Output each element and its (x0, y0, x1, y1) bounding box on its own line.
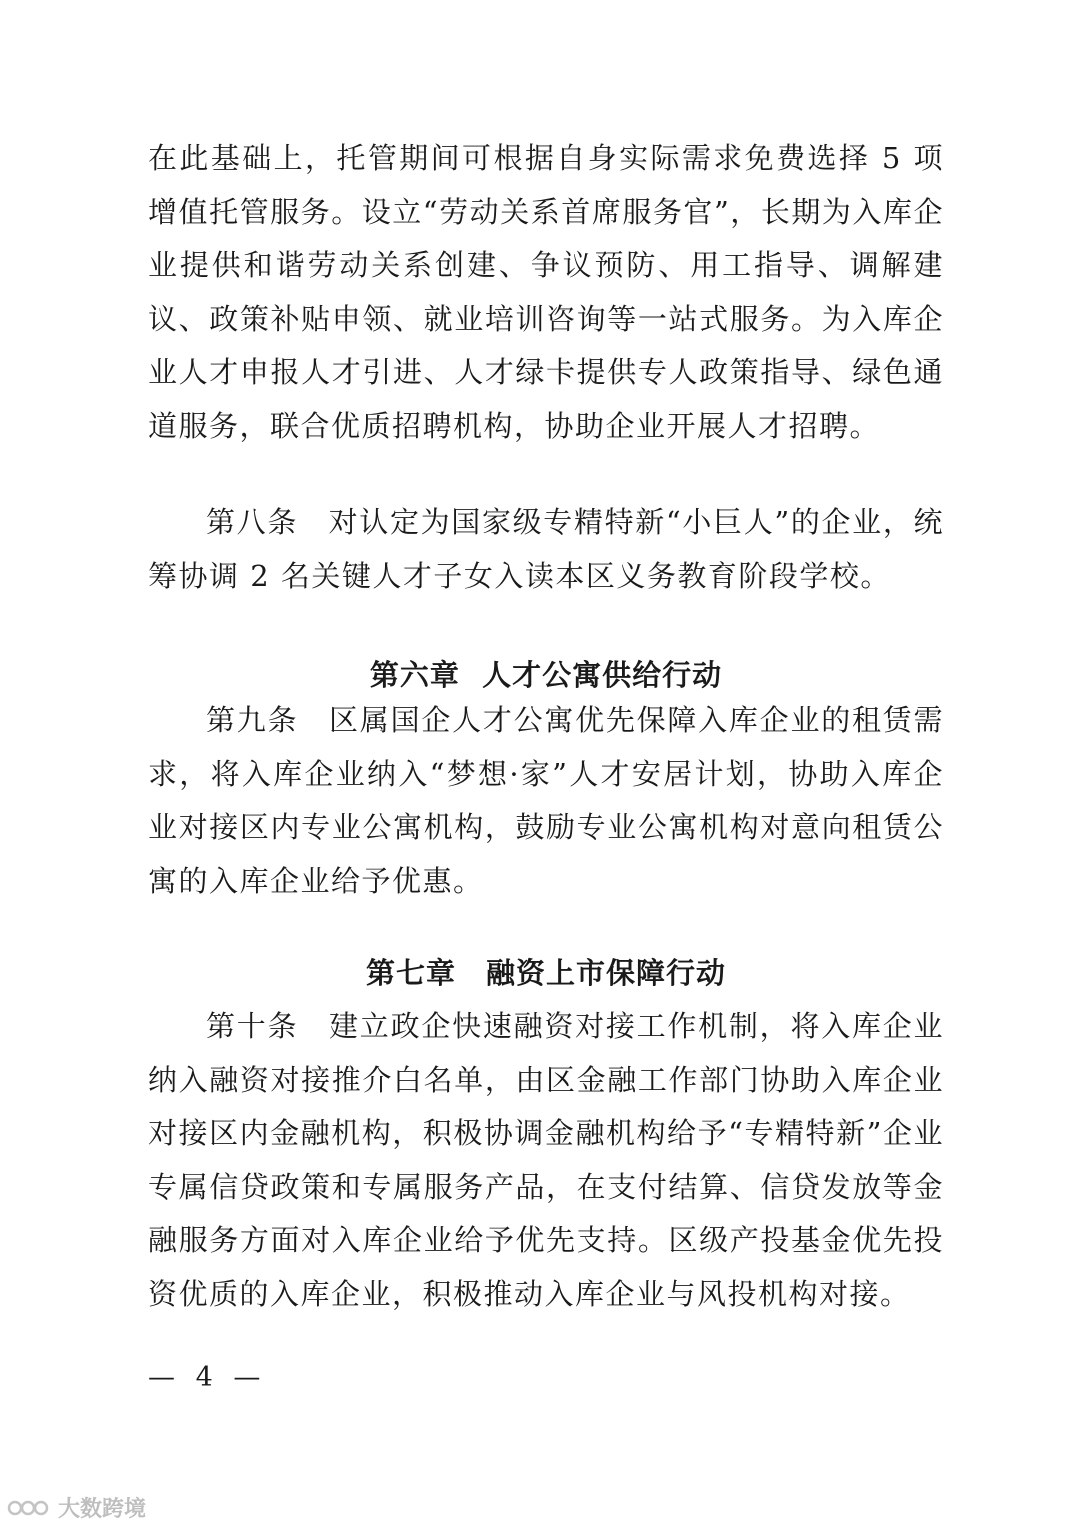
page-number: — 4 — (148, 1362, 267, 1393)
paragraph-text: 在此基础上，托管期间可根据自身实际需求免费选择 5 项增值托管服务。设立“劳动关系首席服务官”，长期为入库企业提供和谐劳动关系创建、争议预防、用工指导、调解建议、政策补贴申领、就业培训咨询等一站式服务。为入库企业人才申报人才引进、人才绿卡提供专人政策指导、绿色通道服务，联合优质招聘机构，协助企业开展人才招聘。 (148, 141, 944, 443)
article-text: 区属国企人才公寓优先保障入库企业的租赁需求，将入库企业纳入“梦想·家”人才安居计划，协助入库企业对接区内专业公寓机构，鼓励专业公寓机构对意向租赁公寓的入库企业给予优惠。 (148, 703, 944, 898)
paragraph-continuation (148, 132, 944, 453)
chapter-6-heading: 第六章 人才公寓供给行动 (369, 658, 723, 692)
article-9 (148, 694, 944, 908)
article-10 (148, 1000, 944, 1321)
watermark-text: 大数跨境 (58, 1497, 147, 1522)
watermark-logo-icon (6, 1496, 52, 1520)
article-text: 建立政企快速融资对接工作机制，将入库企业纳入融资对接推介白名单，由区金融工作部门协助入库企业对接区内金融机构，积极协调金融机构给予“专精特新”企业专属信贷政策和专属服务产品，在支付结算、信贷发放等金融服务方面对入库企业给予优先支持。区级产投基金优先投资优质的入库企业，积极推动入库企业与风投机构对接。 (148, 1009, 944, 1311)
chapter-7-heading: 第七章 融资上市保障行动 (365, 956, 726, 990)
article-8 (148, 496, 944, 603)
article-label: 第八条 (206, 505, 329, 539)
article-label: 第九条 (206, 703, 330, 737)
article-text: 对认定为国家级专精特新“小巨人”的企业，统筹协调 2 名关键人才子女入读本区义务教育阶段学校。 (148, 505, 944, 593)
article-label: 第十条 (206, 1009, 330, 1043)
watermark (6, 1492, 146, 1523)
